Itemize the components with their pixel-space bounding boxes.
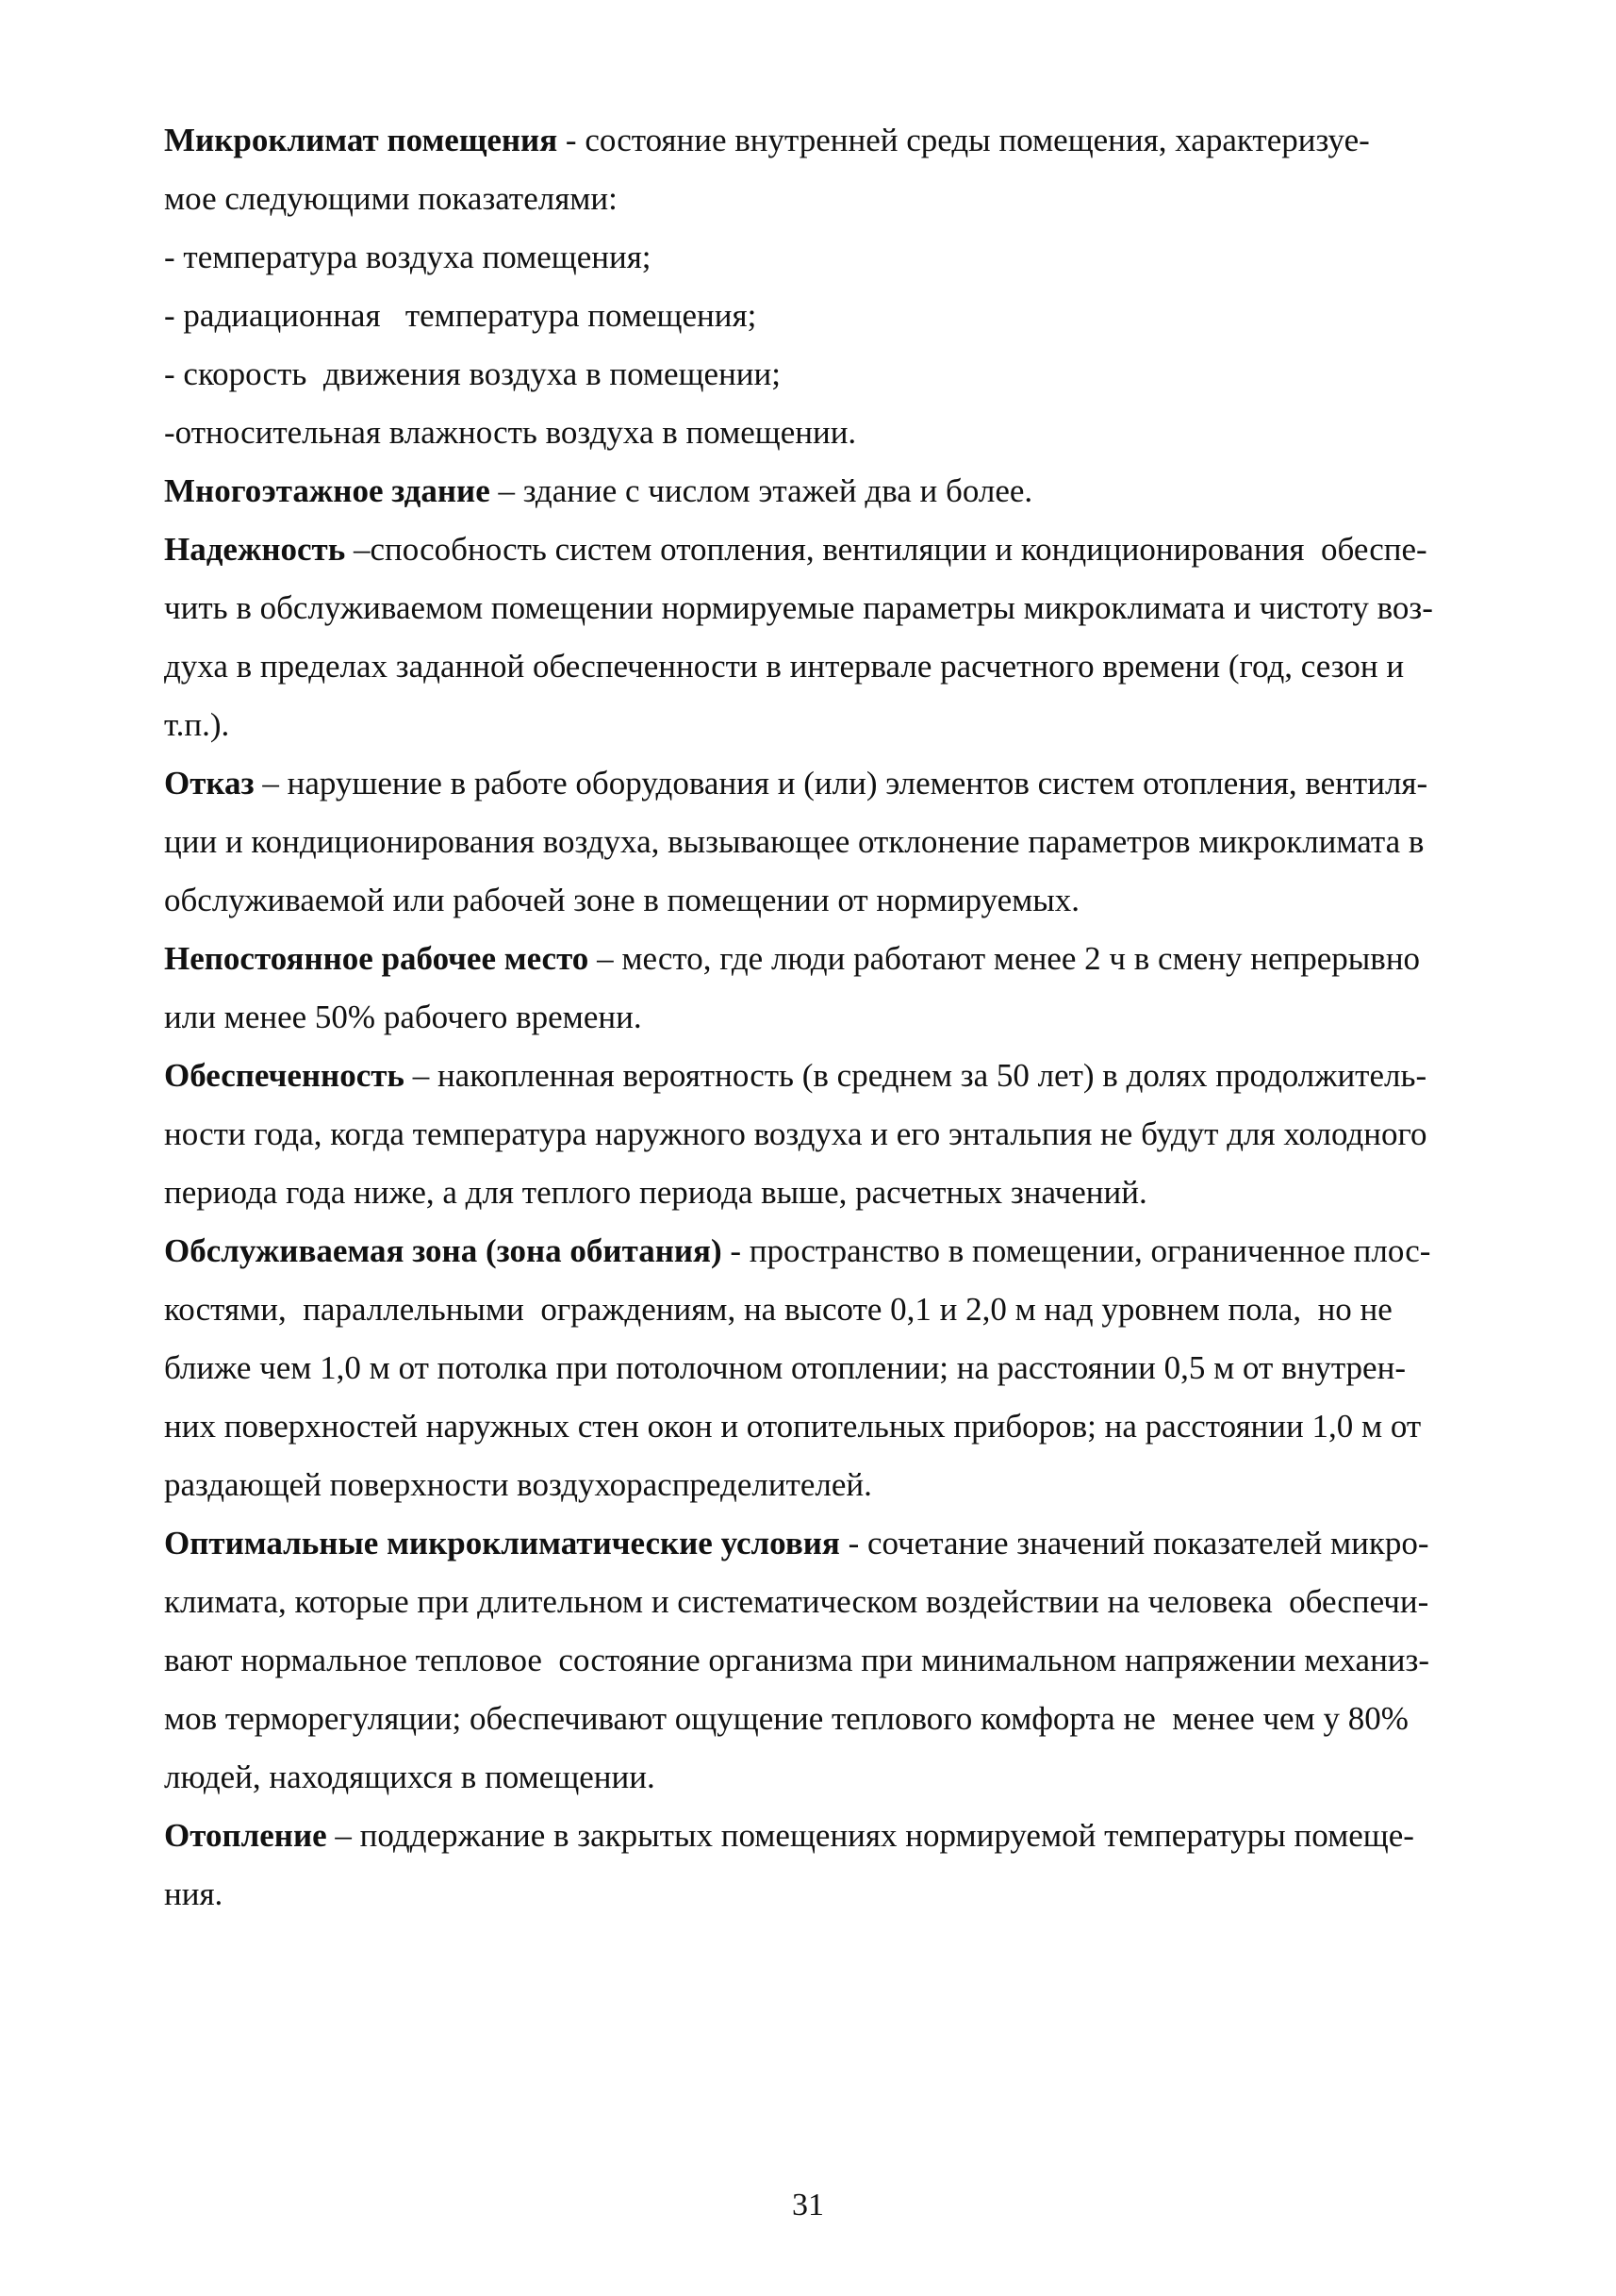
text-line <box>164 1807 1458 1865</box>
line-text: – нарушение в работе оборудования и (или) элементов систем отопления, вентиля- <box>254 765 1428 801</box>
line-text: раздающей поверхности воздухораспределителей. <box>164 1466 872 1503</box>
term-heading: Обеспеченность <box>164 1057 404 1094</box>
term-heading: Отопление <box>164 1817 327 1854</box>
term-heading: Непостоянное рабочее место <box>164 940 589 977</box>
line-text: ния. <box>164 1875 223 1912</box>
line-text: духа в пределах заданной обеспеченности в интервале расчетного времени (год, сезон и <box>164 648 1405 685</box>
term-heading: Надежность <box>164 531 346 568</box>
line-text: -относительная влажность воздуха в помещении. <box>164 414 857 451</box>
line-text: вают нормальное тепловое состояние организма при минимальном напряжении механиз- <box>164 1642 1430 1678</box>
term-heading: Микроклимат помещения <box>164 122 558 158</box>
text-line <box>164 345 1458 404</box>
text-line <box>164 871 1458 930</box>
line-text: - радиационная температура помещения; <box>164 297 757 334</box>
text-line <box>164 1280 1458 1339</box>
text-line <box>164 1573 1458 1631</box>
line-text: – накопленная вероятность (в среднем за 50 лет) в долях продолжитель- <box>404 1057 1427 1094</box>
text-line <box>164 930 1458 988</box>
line-text: или менее 50% рабочего времени. <box>164 999 642 1035</box>
line-text: костями, параллельными ограждениям, на высоте 0,1 и 2,0 м над уровнем пола, но не <box>164 1291 1393 1328</box>
line-text: них поверхностей наружных стен окон и отопительных приборов; на расстоянии 1,0 м от <box>164 1408 1422 1445</box>
text-line <box>164 1865 1458 1924</box>
text-line <box>164 579 1458 637</box>
term-heading: Оптимальные микроклиматические условия <box>164 1525 840 1561</box>
text-line <box>164 1222 1458 1280</box>
line-text: мое следующими показателями: <box>164 180 618 217</box>
text-line <box>164 1339 1458 1397</box>
text-line <box>164 1456 1458 1514</box>
line-text: – поддержание в закрытых помещениях нормируемой температуры помеще- <box>326 1817 1414 1854</box>
line-text: – здание с числом этажей два и более. <box>489 472 1033 509</box>
text-line <box>164 696 1458 754</box>
text-line <box>164 228 1458 287</box>
line-text: - состояние внутренней среды помещения, характеризуе- <box>557 122 1370 158</box>
text-line <box>164 287 1458 345</box>
line-text: периода года ниже, а для теплого периода выше, расчетных значений. <box>164 1174 1147 1211</box>
text-line <box>164 1514 1458 1573</box>
text-line <box>164 988 1458 1047</box>
text-line <box>164 1397 1458 1456</box>
text-line <box>164 813 1458 871</box>
term-heading: Отказ <box>164 765 255 801</box>
line-text: обслуживаемой или рабочей зоне в помещении от нормируемых. <box>164 882 1080 918</box>
text-line <box>164 1105 1458 1164</box>
text-line <box>164 754 1458 813</box>
text-line <box>164 1690 1458 1748</box>
text-line <box>164 404 1458 462</box>
term-heading: Обслуживаемая зона (зона обитания) <box>164 1232 722 1269</box>
line-text: - пространство в помещении, ограниченное плос- <box>721 1232 1431 1269</box>
line-text: людей, находящихся в помещении. <box>164 1759 655 1795</box>
text-line <box>164 111 1458 170</box>
document-body <box>164 111 1458 1924</box>
text-line <box>164 1164 1458 1222</box>
line-text: чить в обслуживаемом помещении нормируемые параметры микроклимата и чистоту воз- <box>164 589 1433 626</box>
text-line <box>164 637 1458 696</box>
line-text: - сочетание значений показателей микро- <box>839 1525 1429 1561</box>
text-line <box>164 462 1458 520</box>
line-text: ности года, когда температура наружного воздуха и его энтальпия не будут для холодного <box>164 1115 1427 1152</box>
line-text: т.п.). <box>164 706 230 743</box>
term-heading: Многоэтажное здание <box>164 472 490 509</box>
line-text: ближе чем 1,0 м от потолка при потолочном отоплении; на расстоянии 0,5 м от внутрен- <box>164 1349 1406 1386</box>
line-text: климата, которые при длительном и систематическом воздействии на человека обеспечи- <box>164 1583 1429 1620</box>
line-text: ции и кондиционирования воздуха, вызывающее отклонение параметров микроклимата в <box>164 823 1425 860</box>
line-text: - температура воздуха помещения; <box>164 239 651 275</box>
line-text: мов терморегуляции; обеспечивают ощущение теплового комфорта не менее чем у 80% <box>164 1700 1409 1737</box>
text-line <box>164 1631 1458 1690</box>
line-text: - скорость движения воздуха в помещении; <box>164 355 781 392</box>
text-line <box>164 520 1458 579</box>
page-number: 31 <box>792 2188 824 2222</box>
text-line <box>164 170 1458 228</box>
text-line <box>164 1748 1458 1807</box>
text-line <box>164 1047 1458 1105</box>
line-text: –способность систем отопления, вентиляции и кондиционирования обеспе- <box>345 531 1427 568</box>
line-text: – место, где люди работают менее 2 ч в смену непрерывно <box>588 940 1421 977</box>
